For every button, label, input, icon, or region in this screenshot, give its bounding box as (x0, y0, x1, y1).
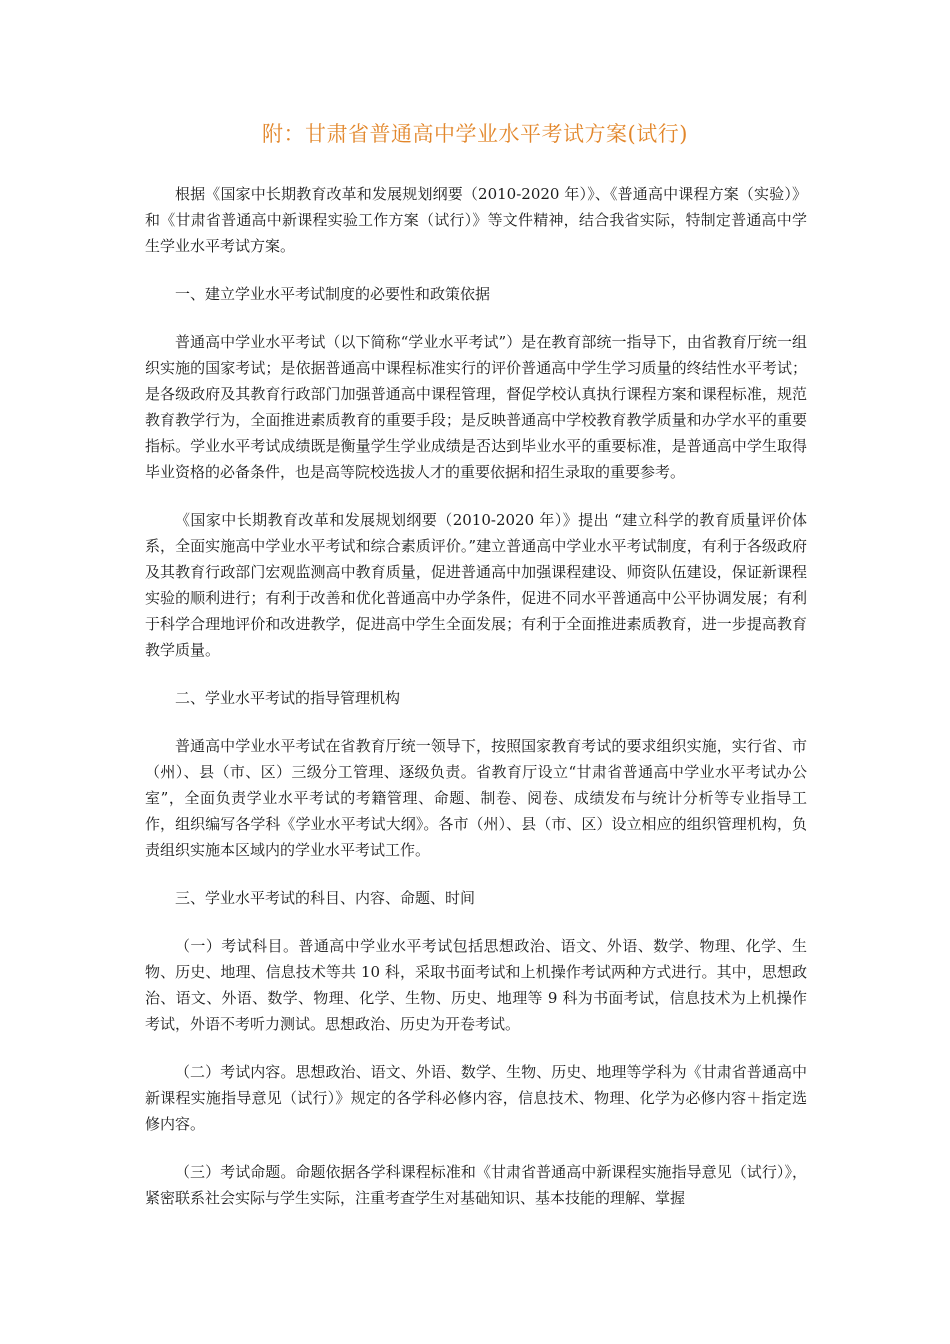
intro-paragraph: 根据《国家中长期教育改革和发展规划纲要（2010-2020 年）》、《普通高中课程方案（实验）》和《甘肃省普通高中新课程实验工作方案（试行）》等文件精神，结合我省实际，特制定普通高中学生学业水平考试方案。 (145, 185, 807, 255)
section-3-item-2: （二）考试内容。思想政治、语文、外语、数学、生物、历史、地理等学科为《甘肃省普通高中新课程实施指导意见（试行）》规定的各学科必修内容，信息技术、物理、化学为必修内容＋指定选修内容。 (145, 1063, 807, 1133)
section-3-item-3: （三）考试命题。命题依据各学科课程标准和《甘肃省普通高中新课程实施指导意见（试行）》，紧密联系社会实际与学生实际，注重考查学生对基础知识、基本技能的理解、掌握 (145, 1163, 807, 1207)
section-1-paragraph-1: 普通高中学业水平考试（以下简称“学业水平考试”）是在教育部统一指导下，由省教育厅统一组织实施的国家考试；是依据普通高中课程标准实行的评价普通高中学生学习质量的终结性水平考试；是各级政府及其教育行政部门加强普通高中课程管理，督促学校认真执行课程方案和课程标准，规范教育教学行为，全面推进素质教育的重要手段；是反映普通高中学校教育教学质量和办学水平的重要指标。学业水平考试成绩既是衡量学生学业成绩是否达到毕业水平的重要标准，是普通高中学生取得毕业资格的必备条件，也是高等院校选拔人才的重要依据和招生录取的重要参考。 (145, 333, 807, 481)
section-2-paragraph-1: 普通高中学业水平考试在省教育厅统一领导下，按照国家教育考试的要求组织实施，实行省、市（州）、县（市、区）三级分工管理、逐级负责。省教育厅设立“甘肃省普通高中学业水平考试办公室”，全面负责学业水平考试的考籍管理、命题、制卷、阅卷、成绩发布与统计分析等专业指导工作，组织编写各学科《学业水平考试大纲》。各市（州）、县（市、区）设立相应的组织管理机构，负责组织实施本区域内的学业水平考试工作。 (145, 737, 807, 859)
section-heading-2: 二、学业水平考试的指导管理机构 (175, 689, 401, 707)
section-heading-1: 一、建立学业水平考试制度的必要性和政策依据 (175, 285, 491, 303)
document-title: 附：甘肃省普通高中学业水平考试方案(试行) (262, 122, 688, 146)
section-1-paragraph-2: 《国家中长期教育改革和发展规划纲要（2010-2020 年）》提出 “建立科学的教育质量评价体系，全面实施高中学业水平考试和综合素质评价。”建立普通高中学业水平考试制度，有利于各级政府及其教育行政部门宏观监测高中教育质量，促进普通高中加强课程建设、师资队伍建设，保证新课程实验的顺利进行；有利于改善和优化普通高中办学条件，促进不同水平普通高中公平协调发展；有利于科学合理地评价和改进教学，促进高中学生全面发展；有利于全面推进素质教育，进一步提高教育教学质量。 (145, 511, 807, 659)
section-3-item-1: （一）考试科目。普通高中学业水平考试包括思想政治、语文、外语、数学、物理、化学、生物、历史、地理、信息技术等共 10 科，采取书面考试和上机操作考试两种方式进行。其中，思想政治、语文、外语、数学、物理、化学、生物、历史、地理等 9 科为书面考试，信息技术为上机操作考试，外语不考听力测试。思想政治、历史为开卷考试。 (145, 937, 807, 1033)
section-heading-3: 三、学业水平考试的科目、内容、命题、时间 (175, 889, 476, 907)
document-body (145, 181, 807, 1211)
